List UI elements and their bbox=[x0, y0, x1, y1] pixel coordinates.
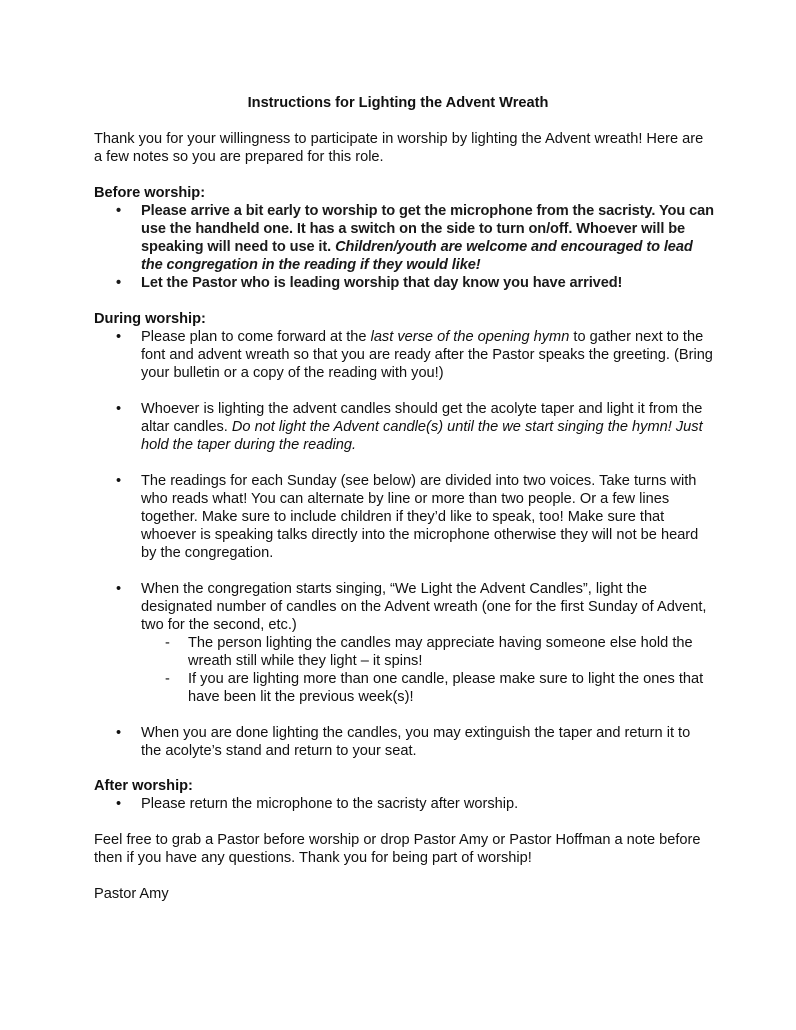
list-item bbox=[94, 580, 714, 706]
sub-list-item-text: If you are lighting more than one candle, please make sure to light the ones that have been lit the previous week(s)! bbox=[188, 671, 704, 705]
document-title: Instructions for Lighting the Advent Wreath bbox=[247, 95, 549, 111]
after-worship-heading: After worship: bbox=[94, 778, 193, 794]
intro-block bbox=[94, 130, 714, 166]
sub-list bbox=[141, 634, 714, 706]
list-item bbox=[94, 724, 714, 760]
bullet-icon: • bbox=[116, 275, 122, 291]
list-item-emphasis: Children/youth are welcome and encouraged to lead the congregation in the reading if they would like! bbox=[141, 239, 693, 273]
during-worship-section bbox=[94, 310, 714, 760]
signature-block bbox=[94, 885, 714, 903]
during-worship-heading: During worship: bbox=[94, 311, 206, 327]
list-item bbox=[94, 472, 714, 562]
list-item-emphasis: last verse of the opening hymn bbox=[370, 329, 570, 345]
dash-icon: - bbox=[165, 635, 170, 651]
list-item-text: Please plan to come forward at the bbox=[141, 329, 371, 345]
list-item-text: When you are done lighting the candles, you may extinguish the taper and return it to the acolyte’s stand and return to your seat. bbox=[141, 725, 691, 759]
list-item-text: to gather next to the font and advent wreath so that you are ready after the Pastor speaks the greeting. (Bring your bulletin or a copy of the reading with you!) bbox=[141, 329, 713, 381]
sub-list-item-text: The person lighting the candles may appreciate having someone else hold the wreath still while they light – it spins! bbox=[188, 635, 693, 669]
sub-list-item bbox=[141, 670, 714, 706]
bullet-icon: • bbox=[116, 203, 122, 219]
signature: Pastor Amy bbox=[94, 886, 169, 902]
list-item bbox=[94, 274, 714, 292]
after-worship-list bbox=[94, 795, 714, 813]
bullet-icon: • bbox=[116, 401, 122, 417]
sub-list-item bbox=[141, 634, 714, 670]
after-worship-section bbox=[94, 777, 714, 813]
list-item-text: Whoever is lighting the advent candles should get the acolyte taper and light it from the altar candles. bbox=[141, 401, 703, 435]
before-worship-heading: Before worship: bbox=[94, 185, 206, 201]
bullet-icon: • bbox=[116, 581, 122, 597]
list-item-text: Please arrive a bit early to worship to get the microphone from the sacristy. You can use the handheld one. It has a switch on the side to turn on/off. Whoever will be speaking will need to use it. bbox=[141, 203, 714, 255]
closing-block bbox=[94, 831, 714, 867]
dash-icon: - bbox=[165, 671, 170, 687]
list-item bbox=[94, 202, 714, 274]
list-item bbox=[94, 328, 714, 382]
bullet-icon: • bbox=[116, 796, 122, 812]
closing-paragraph: Feel free to grab a Pastor before worship or drop Pastor Amy or Pastor Hoffman a note before then if you have any questions. Thank you for being part of worship! bbox=[94, 832, 701, 866]
bullet-icon: • bbox=[116, 329, 122, 345]
intro-paragraph: Thank you for your willingness to participate in worship by lighting the Advent wreath! Here are a few notes so you are prepared for this role. bbox=[94, 131, 704, 165]
list-item bbox=[94, 795, 714, 813]
bullet-icon: • bbox=[116, 473, 122, 489]
before-worship-section bbox=[94, 184, 714, 292]
list-item-emphasis: Do not light the Advent candle(s) until the we start singing the hymn! Just hold the taper during the reading. bbox=[141, 419, 703, 453]
before-worship-list bbox=[94, 202, 714, 292]
list-item-text: Please return the microphone to the sacristy after worship. bbox=[141, 796, 519, 812]
list-item-text: The readings for each Sunday (see below) are divided into two voices. Take turns with who reads what! You can alternate by line or more than two people. Or a few lines together. Make sure to include children if they’d like to speak, too! Make sure that whoever is speaking talks directly into the microphone otherwise they will not be heard by the congregation. bbox=[141, 473, 699, 561]
during-worship-list bbox=[94, 328, 714, 760]
list-item-text: Let the Pastor who is leading worship that day know you have arrived! bbox=[141, 275, 623, 291]
list-item bbox=[94, 400, 714, 454]
list-item-text: When the congregation starts singing, “We Light the Advent Candles”, light the designated number of candles on the Advent wreath (one for the first Sunday of Advent, two for the second, etc.) bbox=[141, 581, 707, 633]
bullet-icon: • bbox=[116, 725, 122, 741]
